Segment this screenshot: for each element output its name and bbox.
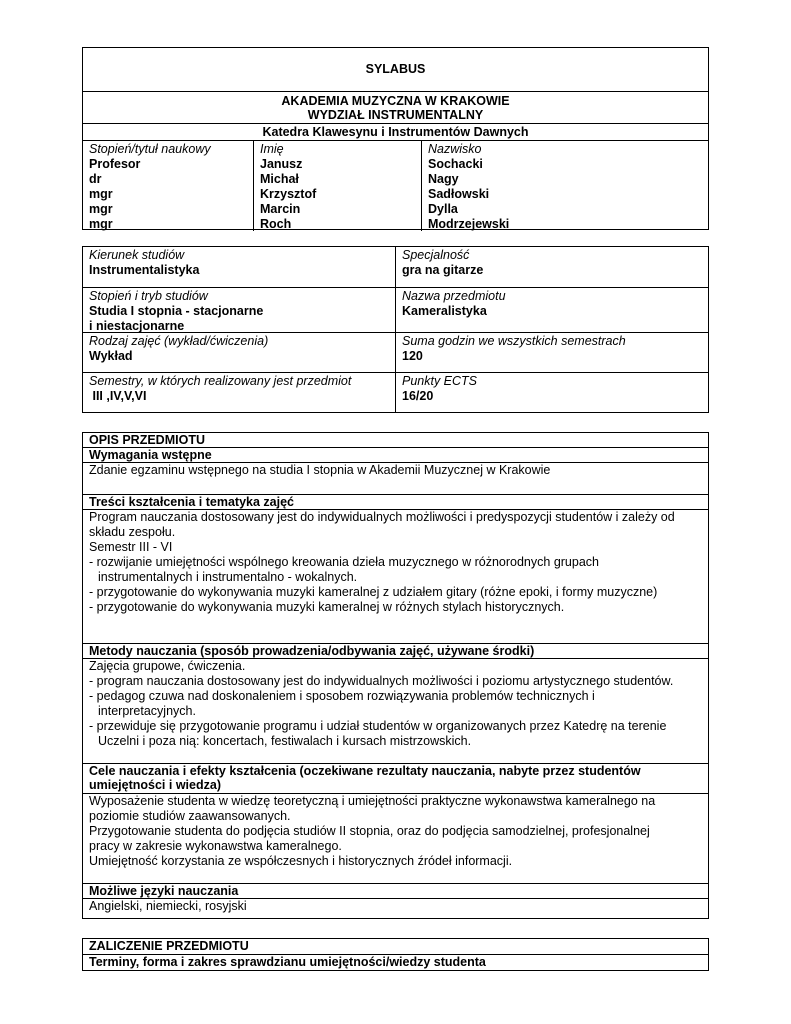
tresci-line: składu zespołu. — [89, 525, 176, 539]
staff-degree: mgr — [89, 217, 113, 231]
staff-degree: dr — [89, 172, 102, 186]
rodzaj-value: Wykład — [89, 349, 133, 363]
przedmiot-value: Kameralistyka — [402, 304, 487, 318]
last-name-column-label: Nazwisko — [428, 142, 482, 156]
staff-last-name: Nagy — [428, 172, 459, 186]
info-row — [83, 288, 708, 333]
first-name-column — [254, 141, 422, 231]
cele-line: pracy w zakresie wykonawstwa kameralnego. — [89, 839, 342, 853]
cele-line: Wyposażenie studenta w wiedzę teoretyczną i umiejętności praktyczne wykonawstwa kameralnego na — [89, 794, 656, 808]
semestry-label: Semestry, w których realizowany jest przedmiot — [89, 374, 352, 388]
staff-last-name: Modrzejewski — [428, 217, 510, 231]
department-name: Katedra Klawesynu i Instrumentów Dawnych — [83, 124, 708, 141]
faculty-name: WYDZIAŁ INSTRUMENTALNY — [307, 107, 484, 122]
staff-first-name: Krzysztof — [260, 187, 317, 201]
staff-first-name: Roch — [260, 217, 292, 231]
staff-degree: Profesor — [89, 157, 141, 171]
cele-line: poziomie studiów zaawansowanych. — [89, 809, 291, 823]
cele-line: Przygotowanie studenta do podjęcia studiów II stopnia, oraz do podjęcia samodzielnej, profesjonalnej — [89, 824, 650, 838]
staff-last-name: Sadłowski — [428, 187, 490, 201]
metody-heading: Metody nauczania (sposób prowadzenia/odbywania zajęć, używane środki) — [83, 644, 708, 659]
rodzaj-cell — [83, 333, 396, 372]
staff-last-name: Dylla — [428, 202, 458, 216]
metody-section — [83, 659, 708, 764]
metody-line: interpretacyjnych. — [98, 704, 196, 718]
specjalnosc-label: Specjalność — [402, 248, 470, 262]
cele-section — [83, 794, 708, 884]
degree-column-label: Stopień/tytuł naukowy — [89, 142, 211, 156]
tresci-line: - rozwijanie umiejętności wspólnego kreowania dzieła muzycznego w różnorodnych grupach — [89, 555, 599, 569]
tresci-line: Program nauczania dostosowany jest do indywidualnych możliwości i predyspozycji studentów i zależy od — [89, 510, 675, 524]
document-title: SYLABUS — [83, 48, 708, 92]
cele-heading — [83, 764, 708, 794]
kierunek-value: Instrumentalistyka — [89, 263, 200, 277]
rodzaj-label: Rodzaj zajęć (wykład/ćwiczenia) — [89, 334, 269, 348]
info-row — [83, 247, 708, 288]
academy-name-line1: AKADEMIA MUZYCZNA W KRAKOWIE — [281, 93, 510, 108]
staff-first-name: Janusz — [260, 157, 303, 171]
staff-table — [83, 141, 708, 231]
tresci-line: - przygotowanie do wykonywania muzyki kameralnej z udziałem gitary (różne epoki, i formy muzyczne) — [89, 585, 658, 599]
degree-column — [83, 141, 254, 231]
staff-first-name: Michał — [260, 172, 299, 186]
tresci-line: - przygotowanie do wykonywania muzyki kameralnej w różnych stylach historycznych. — [89, 600, 565, 614]
ects-cell — [396, 373, 708, 412]
jezyki-text: Angielski, niemiecki, rosyjski — [89, 899, 247, 913]
assessment-table — [82, 938, 709, 971]
suma-value: 120 — [402, 349, 423, 363]
wymagania-section — [83, 463, 708, 495]
wymagania-text: Zdanie egzaminu wstępnego na studia I stopnia w Akademii Muzycznej w Krakowie — [89, 463, 551, 477]
course-info-table — [82, 246, 709, 413]
staff-first-name: Marcin — [260, 202, 301, 216]
metody-line: Zajęcia grupowe, ćwiczenia. — [89, 659, 246, 673]
syllabus-header-table — [82, 47, 709, 230]
metody-line: - przewiduje się przygotowanie programu i udział studentów w organizowanych przez Katedrę na terenie — [89, 719, 667, 733]
cele-heading-line2: umiejętności i wiedza) — [89, 778, 221, 792]
specjalnosc-value: gra na gitarze — [402, 263, 484, 277]
suma-cell — [396, 333, 708, 372]
kierunek-label: Kierunek studiów — [89, 248, 185, 262]
wymagania-heading: Wymagania wstępne — [83, 448, 708, 463]
jezyki-section — [83, 899, 708, 914]
tresci-line: instrumentalnych i instrumentalno - wokalnych. — [98, 570, 358, 584]
stopien-cell — [83, 288, 396, 332]
zaliczenie-title: ZALICZENIE PRZEDMIOTU — [83, 939, 708, 955]
metody-line: - program nauczania dostosowany jest do indywidualnych możliwości i poziomu artystycznego studentów. — [89, 674, 674, 688]
academy-name — [83, 92, 708, 124]
ects-label: Punkty ECTS — [402, 374, 478, 388]
semestry-cell — [83, 373, 396, 412]
last-name-column — [422, 141, 708, 231]
kierunek-cell — [83, 247, 396, 287]
tresci-section — [83, 510, 708, 644]
terminy-heading: Terminy, forma i zakres sprawdzianu umiejętności/wiedzy studenta — [89, 955, 486, 969]
staff-degree: mgr — [89, 187, 113, 201]
przedmiot-cell — [396, 288, 708, 332]
metody-line: Uczelni i poza nią: koncertach, festiwalach i kursach mistrzowskich. — [98, 734, 472, 748]
stopien-value-line2: i niestacjonarne — [89, 319, 185, 333]
semestry-value: III ,IV,V,VI — [89, 389, 147, 403]
opis-title: OPIS PRZEDMIOTU — [83, 433, 708, 448]
tresci-line: Semestr III - VI — [89, 540, 173, 554]
cele-line: Umiejętność korzystania ze współczesnych i historycznych źródeł informacji. — [89, 854, 513, 868]
stopien-label: Stopień i tryb studiów — [89, 289, 208, 303]
stopien-value-line1: Studia I stopnia - stacjonarne — [89, 304, 264, 318]
course-description-table — [82, 432, 709, 919]
first-name-column-label: Imię — [260, 142, 284, 156]
suma-label: Suma godzin we wszystkich semestrach — [402, 334, 626, 348]
staff-last-name: Sochacki — [428, 157, 483, 171]
jezyki-heading: Możliwe języki nauczania — [83, 884, 708, 899]
staff-degree: mgr — [89, 202, 113, 216]
metody-line: - pedagog czuwa nad doskonaleniem i sposobem rozwiązywania problemów technicznych i — [89, 689, 595, 703]
ects-value: 16/20 — [402, 389, 434, 403]
tresci-heading: Treści kształcenia i tematyka zajęć — [83, 495, 708, 510]
specjalnosc-cell — [396, 247, 708, 287]
przedmiot-label: Nazwa przedmiotu — [402, 289, 506, 303]
info-row — [83, 333, 708, 373]
cele-heading-line1: Cele nauczania i efekty kształcenia (oczekiwane rezultaty nauczania, nabyte przez studentów — [89, 764, 641, 778]
info-row — [83, 373, 708, 412]
